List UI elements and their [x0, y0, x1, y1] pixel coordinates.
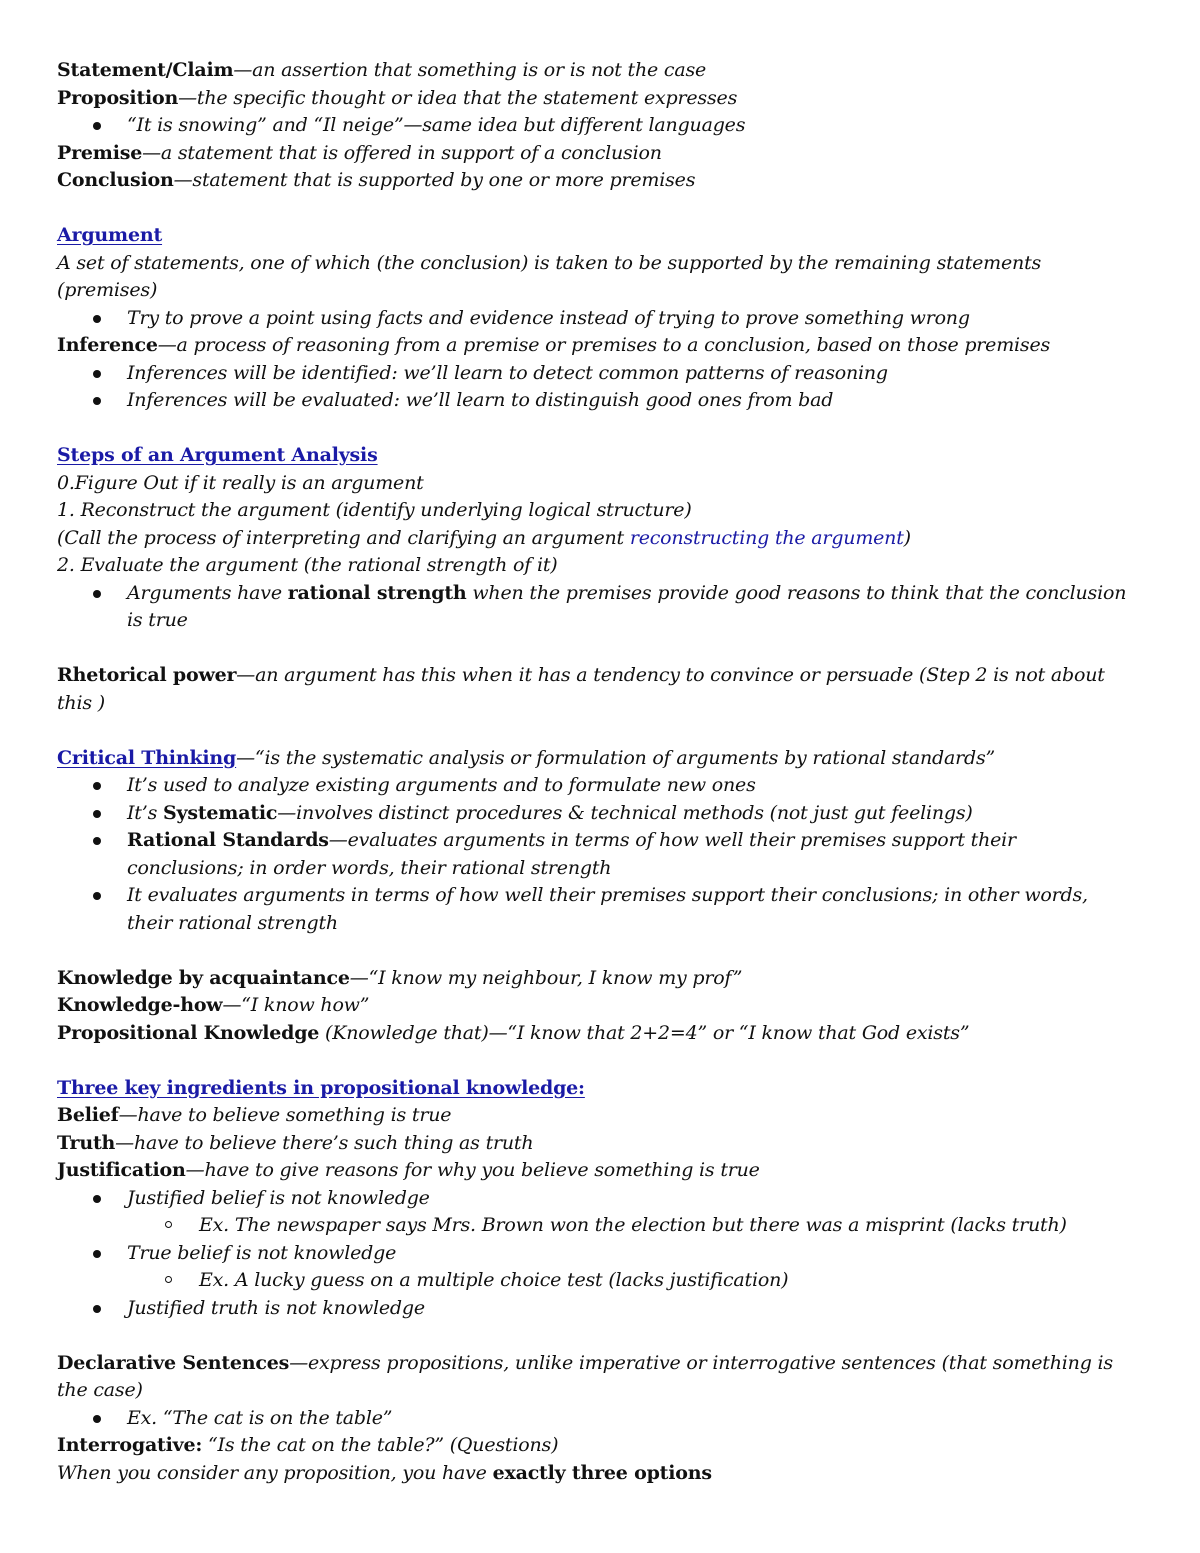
critical-definition: Critical Thinking—“is the systematic analysis or formulation of arguments by rational standards”: [57, 746, 996, 769]
rhetorical-definition-cont: this ): [57, 691, 105, 714]
premise-term: Premise: [57, 141, 143, 164]
conclusion-term: Conclusion: [57, 169, 174, 191]
declarative-definition-cont: the case): [57, 1379, 143, 1401]
list-item-cont: their rational strength: [127, 911, 338, 934]
list-item: Try to prove a point using facts and evidence instead of trying to prove something wrong: [57, 305, 1200, 333]
list-item: True belief is not knowledge: [57, 1240, 1200, 1268]
truth-definition: Truth—have to believe there’s such thing as truth: [57, 1131, 534, 1154]
list-item: Justified truth is not knowledge: [57, 1295, 1200, 1323]
argument-definition-cont: (premises): [57, 279, 158, 301]
rhetorical-term: Rhetorical power: [57, 664, 237, 686]
list-item: Rational Standards—evaluates arguments in terms of how well their premises support their: [57, 827, 1200, 855]
list-item: It’s Systematic—involves distinct procedures & technical methods (not just gut feelings): [57, 800, 1200, 828]
list-item: It evaluates arguments in terms of how well their premises support their conclusions; in other words,: [57, 882, 1200, 910]
knowledge-how-definition: Knowledge-how—“I know how”: [57, 994, 370, 1016]
inference-definition: Inference—a process of reasoning from a premise or premises to a conclusion, based on those premises: [57, 334, 1051, 356]
list-item: Inferences will be evaluated: we’ll learn to distinguish good ones from bad: [57, 387, 1200, 415]
list-item: Justified belief is not knowledge: [57, 1185, 1200, 1213]
step-note: (Call the process of interpreting and clarifying an argument reconstructing the argument): [57, 526, 911, 549]
acquaintance-definition: Knowledge by acquaintance—“I know my neighbour, I know my prof”: [57, 966, 743, 989]
interrogative-definition: Interrogative: “Is the cat on the table?” (Questions): [57, 1434, 559, 1456]
reconstructing-link: reconstructing the argument: [629, 526, 904, 549]
argument-heading: Argument: [57, 224, 163, 246]
ingredients-heading: Three key ingredients in propositional knowledge:: [57, 1076, 585, 1099]
inference-term: Inference: [57, 334, 158, 356]
list-item: It’s used to analyze existing arguments and to formulate new ones: [57, 772, 1200, 800]
proposition-definition: Proposition—the specific thought or idea that the statement expresses: [57, 86, 738, 109]
steps-heading: Steps of an Argument Analysis: [57, 444, 378, 466]
sub-list-item: Ex. A lucky guess on a multiple choice test (lacks justification): [57, 1267, 1200, 1295]
justification-definition: Justification—have to give reasons for why you believe something is true: [57, 1159, 760, 1181]
sub-list-item: Ex. The newspaper says Mrs. Brown won the election but there was a misprint (lacks truth): [57, 1212, 1200, 1240]
rhetorical-definition: Rhetorical power—an argument has this when it has a tendency to convince or persuade (Step 2 is not about: [57, 664, 1105, 686]
options-line: When you consider any proposition, you have exactly three options: [57, 1461, 712, 1484]
statement-term: Statement/Claim: [57, 59, 234, 81]
premise-definition: Premise—a statement that is offered in support of a conclusion: [57, 141, 662, 164]
list-item: Inferences will be identified: we’ll learn to detect common patterns of reasoning: [57, 360, 1200, 388]
propositional-knowledge-definition: Propositional Knowledge (Knowledge that)—“I know that 2+2=4” or “I know that God exists”: [57, 1021, 970, 1044]
belief-definition: Belief—have to believe something is true: [57, 1104, 452, 1126]
list-item-cont: conclusions; in order words, their rational strength: [127, 856, 612, 879]
list-item: Arguments have rational strength when the premises provide good reasons to think that the conclusion: [57, 580, 1200, 608]
list-item: “It is snowing” and “Il neige”—same idea but different languages: [57, 112, 1200, 140]
step-1: 1. Reconstruct the argument (identify underlying logical structure): [57, 499, 692, 521]
proposition-term: Proposition: [57, 86, 179, 109]
argument-definition: A set of statements, one of which (the conclusion) is taken to be supported by the remaining statements: [57, 251, 1042, 274]
declarative-definition: Declarative Sentences—express propositions, unlike imperative or interrogative sentences (that something is: [57, 1351, 1113, 1374]
step-2: 2. Evaluate the argument (the rational strength of it): [57, 554, 558, 576]
critical-heading: Critical Thinking: [57, 746, 237, 769]
list-item-cont: is true: [127, 609, 188, 631]
conclusion-definition: Conclusion—statement that is supported by one or more premises: [57, 169, 696, 191]
step-0: 0.Figure Out if it really is an argument: [57, 471, 424, 494]
statement-definition: Statement/Claim—an assertion that something is or is not the case: [57, 59, 707, 81]
list-item: Ex. “The cat is on the table”: [57, 1405, 1200, 1433]
